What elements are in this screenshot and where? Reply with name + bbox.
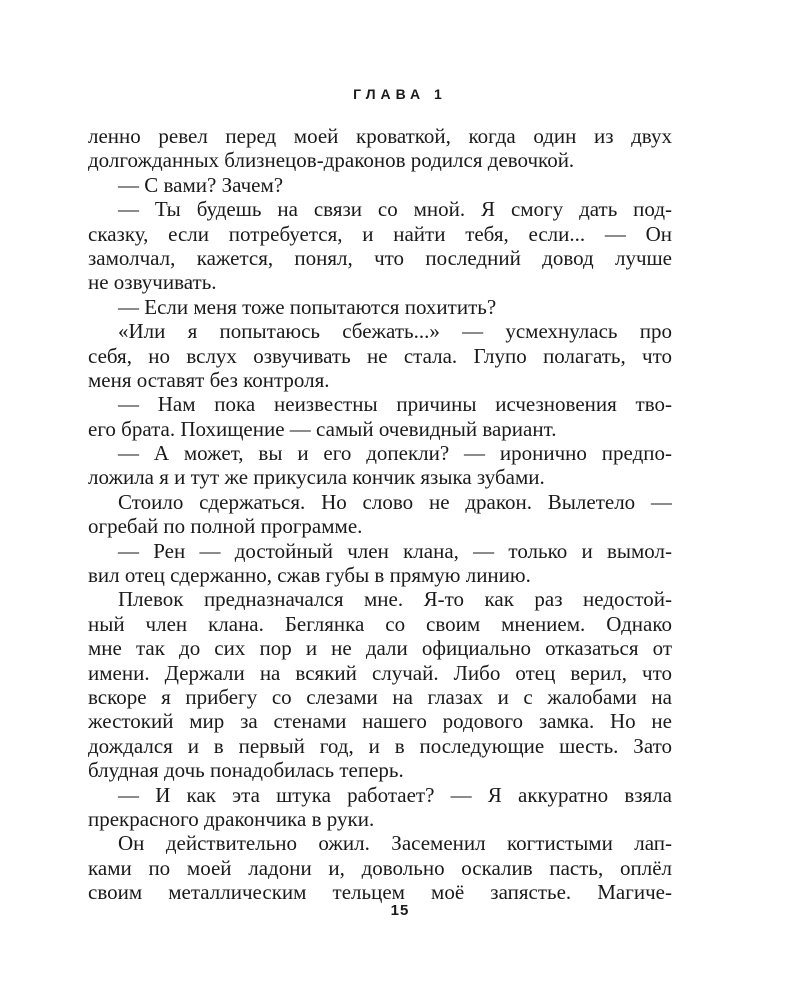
text-line: Стоило сдержаться. Но слово не дракон. Вылетело — bbox=[118, 489, 672, 514]
text-line: жестокий мир за стенами нашего родового замка. Но не bbox=[88, 709, 672, 734]
text-line: — С вами? Зачем? bbox=[118, 172, 284, 197]
text-line: — И как эта штука работает? — Я аккуратно взяла bbox=[118, 782, 672, 807]
text-line: дождался и в первый год, и в последующие шесть. Зато bbox=[88, 733, 672, 758]
text-line: — Ты будешь на связи со мной. Я смогу дать под- bbox=[118, 197, 672, 222]
text-line: ленно ревел перед моей кроваткой, когда один из двух bbox=[88, 124, 672, 148]
text-line: — Рен — достойный член клана, — только и вымол- bbox=[118, 538, 672, 563]
text-line: не озвучивать. bbox=[88, 270, 217, 295]
text-line: — Нам пока неизвестны причины исчезновения тво- bbox=[118, 392, 672, 417]
text-line: огребай по полной программе. bbox=[88, 514, 363, 539]
text-line: Плевок предназначался мне. Я-то как раз недостой- bbox=[118, 587, 672, 612]
body-text bbox=[88, 124, 672, 905]
text-line: мне так до сих пор и не дали официально отказаться от bbox=[88, 636, 672, 661]
text-line: ложила я и тут же прикусила кончик языка зубами. bbox=[88, 465, 545, 490]
text-line: ками по моей ладони и, довольно оскалив пасть, оплёл bbox=[88, 855, 672, 880]
chapter-heading: ГЛАВА 1 bbox=[353, 86, 447, 102]
text-line: меня оставят без контроля. bbox=[88, 367, 330, 392]
text-line: его брата. Похищение — самый очевидный вариант. bbox=[88, 416, 557, 441]
text-line: своим металлическим тельцем моё запястье. Магиче- bbox=[88, 880, 672, 905]
text-line: — А может, вы и его допекли? — иронично предпо- bbox=[118, 441, 672, 466]
text-line: блудная дочь понадобилась теперь. bbox=[88, 758, 404, 783]
text-line: долгожданных близнецов-драконов родился девочкой. bbox=[88, 148, 575, 173]
text-line: прекрасного дракончика в руки. bbox=[88, 806, 375, 831]
text-line: «Или я попытаюсь сбежать...» — усмехнулась про bbox=[118, 319, 672, 344]
text-line: имени. Держали на всякий случай. Либо отец верил, что bbox=[88, 660, 672, 685]
text-line: — Если меня тоже попытаются похитить? bbox=[118, 294, 497, 319]
text-line: вскоре я прибегу со слезами на глазах и с жалобами на bbox=[88, 684, 672, 709]
text-line: ный член клана. Беглянка со своим мнением. Однако bbox=[88, 611, 672, 636]
page-number: 15 bbox=[390, 902, 410, 919]
text-line: Он действительно ожил. Засеменил когтистыми лап- bbox=[118, 831, 672, 856]
text-line: себя, но вслух озвучивать не стала. Глупо полагать, что bbox=[88, 343, 672, 368]
text-line: сказку, если потребуется, и найти тебя, если... — Он bbox=[88, 221, 672, 246]
text-line: вил отец сдержанно, сжав губы в прямую линию. bbox=[88, 563, 531, 588]
text-line: замолчал, кажется, понял, что последний довод лучше bbox=[88, 245, 672, 270]
